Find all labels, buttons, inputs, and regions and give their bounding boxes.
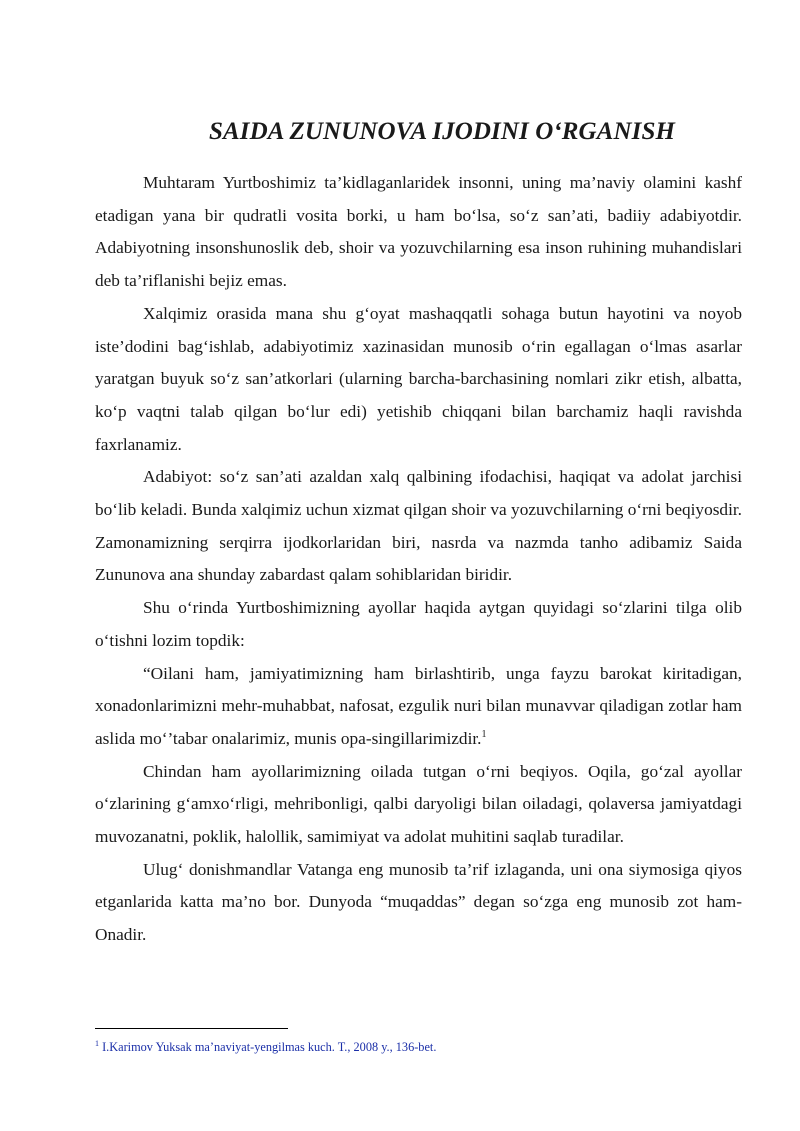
footnote xyxy=(95,1040,745,1055)
document-title: SAIDA ZUNUNOVA IJODINI O‘RGANISH xyxy=(208,118,676,145)
paragraph-2: Xalqimiz orasida mana shu g‘oyat mashaqqatli sohaga butun hayotini va noyob iste’dodini bag‘ishlab, adabiyotimiz xazinasidan munosib o‘rin egallagan o‘lmas asarlar yaratgan buyuk so‘z san’atkorlari (ularning barcha-barchasining nomlari zikr etish, albatta, ko‘p vaqtni talab qilgan bo‘lur edi) yetishib chiqqani bilan barchamiz haqli ravishda faxrlanamiz. xyxy=(95,303,742,454)
paragraph-6: Chindan ham ayollarimizning oilada tutgan o‘rni beqiyos. Oqila, go‘zal ayollar o‘zlarining g‘amxo‘rligi, mehribonligi, qalbi daryoligi bilan oiladagi, qolaversa jamiyatdagi muvozanatni, poklik, halollik, samimiyat va adolat muhitini saqlab turadilar. xyxy=(95,761,742,847)
paragraph-1: Muhtaram Yurtboshimiz ta’kidlaganlaridek insonni, uning ma’naviy olamini kashf etadigan yana bir qudratli vosita borki, u ham bo‘lsa, so‘z san’ati, badiiy adabiyotdir. Adabiyotning insonshunoslik deb, shoir va yozuvchilarning esa inson ruhining muhandislari deb ta’riflanishi bejiz emas. xyxy=(95,173,742,291)
paragraph-3: Adabiyot: so‘z san’ati azaldan xalq qalbining ifodachisi, haqiqat va adolat jarchisi bo‘lib keladi. Bunda xalqimiz uchun xizmat qilgan shoir va yozuvchilarning o‘rni beqiyosdir. Zamonamizning serqirra ijodkorlaridan biri, nasrda va nazmda tanho adibamiz Saida Zununova ana shunday zabardast qalam sohiblaridan biridir. xyxy=(95,467,742,585)
footnote-number: 1 xyxy=(95,1038,99,1048)
paragraph-7: Ulug‘ donishmandlar Vatanga eng munosib ta’rif izlaganda, uni ona siymosiga qiyos etganlarida katta ma’no bor. Dunyoda “muqaddas” degan so‘zga eng munosib zot ham-Onadir. xyxy=(95,859,742,945)
paragraph-5-quote xyxy=(95,658,742,756)
paragraph-4: Shu o‘rinda Yurtboshimizning ayollar haqida aytgan quyidagi so‘zlarini tilga olib o‘tishni lozim topdik: xyxy=(95,598,742,650)
footnote-separator xyxy=(95,1028,288,1029)
body-text xyxy=(95,167,742,952)
quote-text: “Oilani ham, jamiyatimizning ham birlashtirib, unga fayzu barokat kiritadigan, xonadonlarimizni mehr-muhabbat, nafosat, ezgulik nuri bilan munavvar qiladigan zotlar ham aslida mo‘’tabar onalarimiz, munis opa-singillarimizdir. xyxy=(95,663,742,748)
footnote-reference[interactable]: 1 xyxy=(481,729,487,741)
footnote-text: I.Karimov Yuksak ma’naviyat-yengilmas kuch. T., 2008 y., 136-bet. xyxy=(99,1040,437,1054)
